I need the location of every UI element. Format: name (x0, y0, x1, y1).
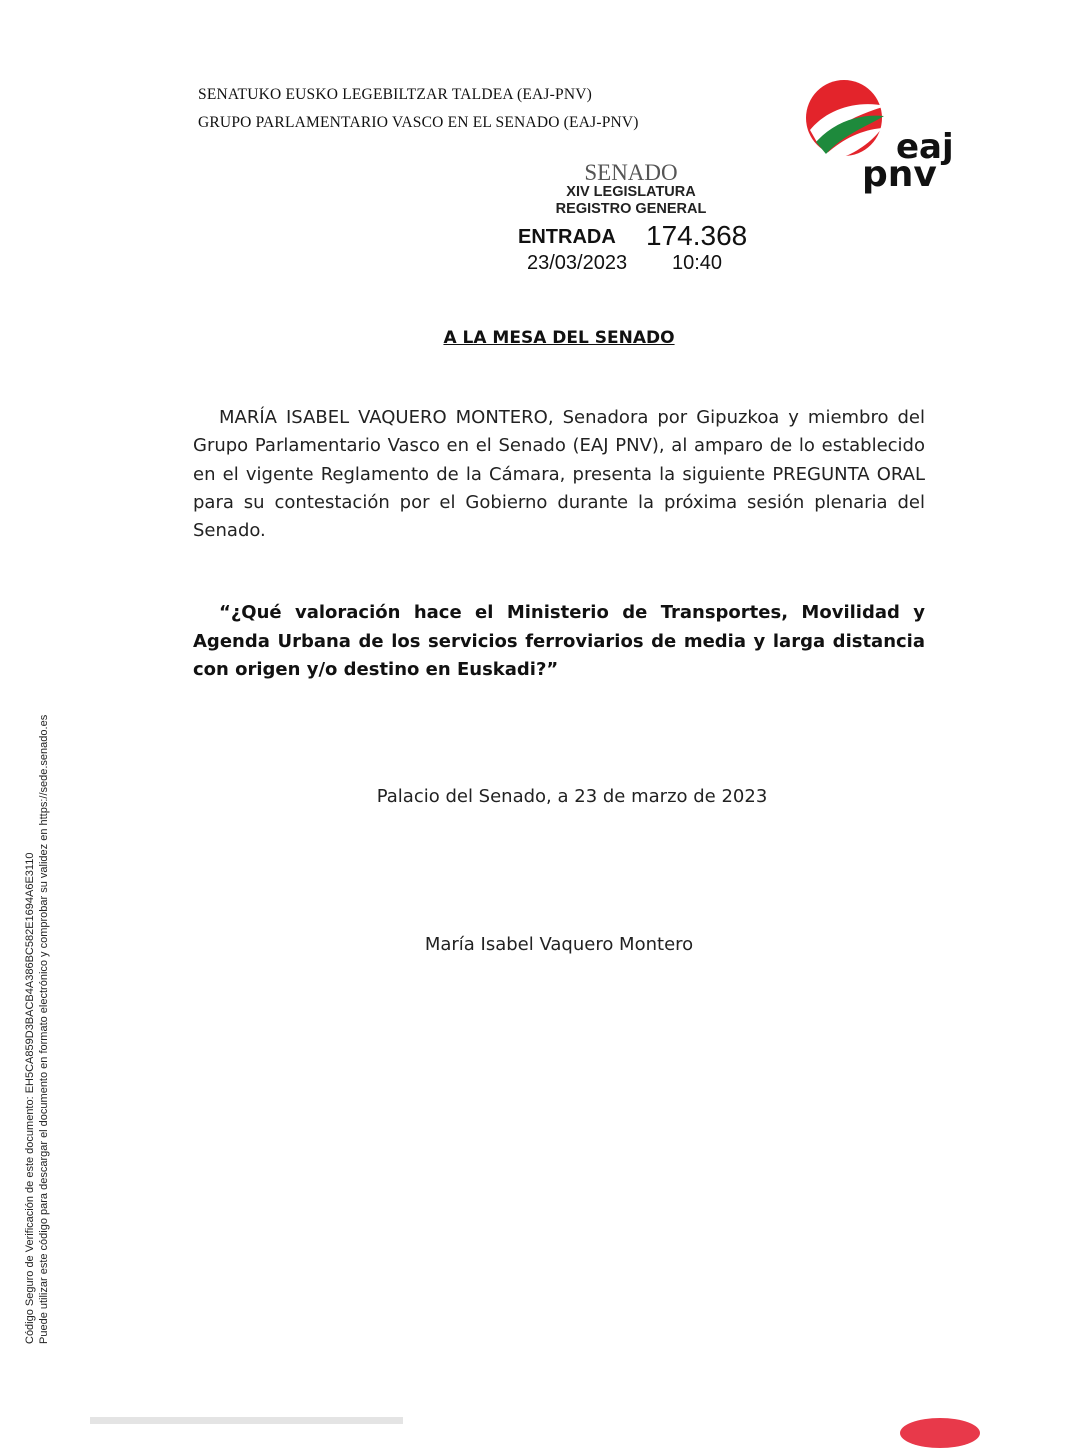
stamp-date: 23/03/2023 (527, 252, 628, 274)
logo-text-eaj: eaj (896, 127, 954, 167)
stamp-entry-label: ENTRADA (518, 226, 616, 248)
group-name-spanish: GRUPO PARLAMENTARIO VASCO EN EL SENADO (EAJ-PNV) (198, 114, 639, 131)
stamp-institution: SENADO (584, 160, 678, 185)
stamp-time: 10:40 (672, 252, 723, 274)
place-and-date: Palacio del Senado, a 23 de marzo de 2023 (376, 786, 768, 807)
eaj-pnv-logo (796, 78, 966, 202)
body-paragraph: MARÍA ISABEL VAQUERO MONTERO, Senadora por Gipuzkoa y miembro del Grupo Parlamentario Vasco en el Senado (EAJ PNV), al amparo de lo establecido en el vigente Reglamento de la Cámara, presenta la siguiente PREGUNTA ORAL para su contestación por el Gobierno durante la próxima sesión plenaria del Senado. (193, 407, 925, 542)
footer-bar (90, 1417, 403, 1424)
verification-code-text: Código Seguro de Verificación de este documento: EH5CA859D3BACB4A386BC582E1694A6E3110 (24, 852, 36, 1344)
party-emblem (806, 80, 886, 158)
signature-name: María Isabel Vaquero Montero (424, 934, 694, 955)
oral-question: “¿Qué valoración hace el Ministerio de Transportes, Movilidad y Agenda Urbana de los servicios ferroviarios de media y larga distancia con origen y/o destino en Euskadi?” (193, 602, 925, 680)
footer-red-shape (900, 1418, 980, 1448)
verification-instructions-text: Puede utilizar este código para descargar el documento en formato electrónico y comprobar su validez en https://sede.senado.es (38, 714, 50, 1344)
addressee-heading: A LA MESA DEL SENADO (443, 328, 675, 348)
stamp-legislature: XIV LEGISLATURA (566, 184, 696, 200)
stamp-registry: REGISTRO GENERAL (555, 201, 707, 217)
registry-stamp (516, 160, 762, 284)
group-name-basque: SENATUKO EUSKO LEGEBILTZAR TALDEA (EAJ-PNV) (198, 86, 592, 103)
stamp-entry-number: 174.368 (646, 220, 748, 251)
logo-text-pnv: pnv (862, 154, 937, 195)
